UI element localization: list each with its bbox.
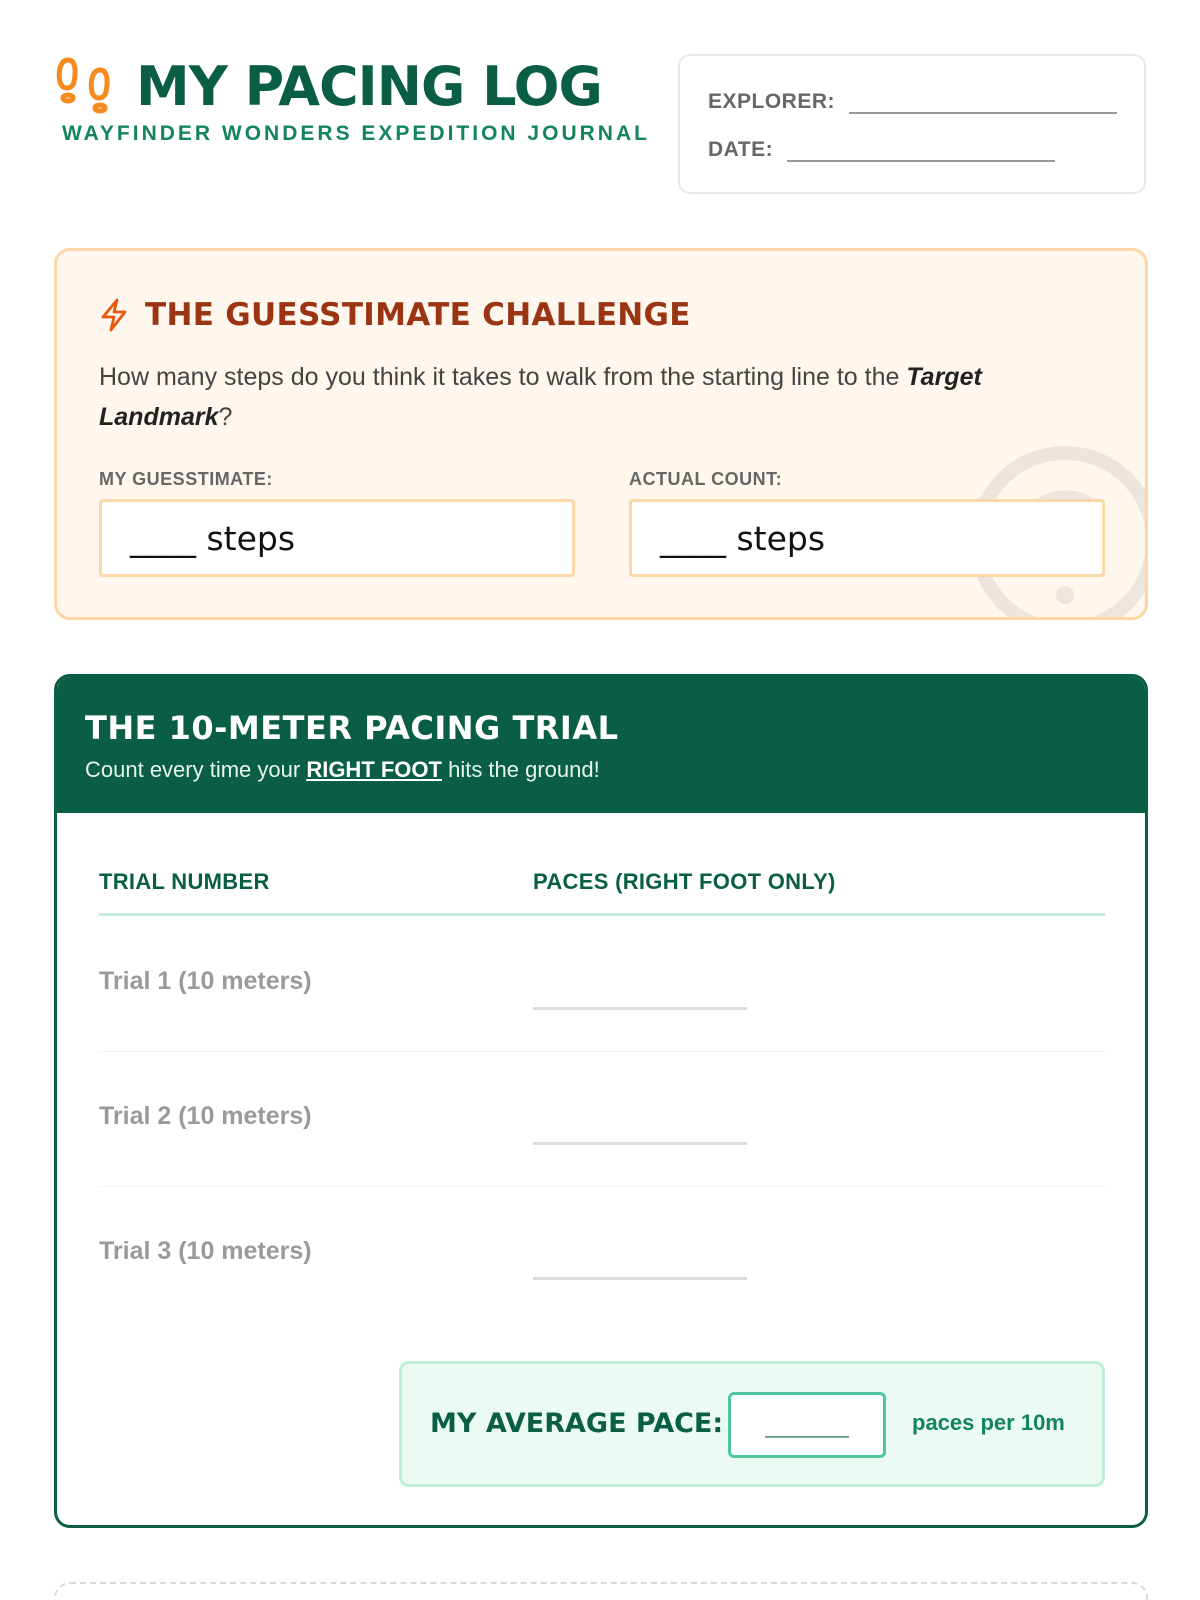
trial-1-paces-field[interactable]: [533, 1007, 747, 1010]
explorer-label: EXPLORER:: [708, 90, 836, 113]
column-header-paces: PACES (RIGHT FOOT ONLY): [533, 869, 836, 894]
table-row: [99, 1052, 1105, 1187]
page-subtitle: WAYFINDER WONDERS EXPEDITION JOURNAL: [62, 122, 650, 145]
brand: [56, 54, 602, 120]
description-start: How many steps do you think it takes to walk from the starting line to the: [99, 363, 907, 391]
page-header: [56, 54, 1146, 194]
instruction-start: Count every time your: [85, 757, 307, 782]
right-foot-text: RIGHT FOOT: [306, 757, 442, 782]
average-pace-box: [399, 1361, 1105, 1487]
table-row: [99, 1187, 1105, 1322]
next-section-card: [54, 1582, 1148, 1600]
page-title: MY PACING LOG: [136, 55, 602, 118]
guesstimate-card: [54, 248, 1148, 620]
date-row: [708, 134, 1055, 162]
guesstimate-input[interactable]: ____ steps: [99, 499, 575, 577]
header-divider: [99, 913, 1105, 916]
trial-2-label: Trial 2 (10 meters): [99, 1102, 312, 1130]
trial-header: [57, 677, 1145, 813]
pacing-trial-card: [54, 674, 1148, 1528]
lightning-bolt-icon: [99, 298, 129, 332]
trial-3-paces-field[interactable]: [533, 1277, 747, 1280]
explorer-field[interactable]: [849, 86, 1117, 114]
average-pace-label: MY AVERAGE PACE:: [430, 1408, 724, 1439]
guesstimate-title: THE GUESSTIMATE CHALLENGE: [145, 297, 691, 333]
guesstimate-heading: [99, 297, 691, 333]
description-end: ?: [218, 403, 233, 431]
explorer-info-card: [678, 54, 1146, 194]
trial-3-label: Trial 3 (10 meters): [99, 1237, 312, 1265]
guesstimate-description: [99, 357, 1099, 437]
trial-1-label: Trial 1 (10 meters): [99, 967, 312, 995]
instruction-end: hits the ground!: [441, 757, 600, 782]
column-header-trial-number: TRIAL NUMBER: [99, 869, 270, 894]
explorer-row: [708, 86, 1117, 114]
average-pace-input[interactable]: _____: [728, 1392, 886, 1458]
table-row: [99, 917, 1105, 1052]
trial-instruction: [85, 757, 600, 783]
trial-title: THE 10-METER PACING TRIAL: [85, 709, 619, 747]
trial-2-paces-field[interactable]: [533, 1142, 747, 1145]
actual-count-label: ACTUAL COUNT:: [629, 469, 783, 489]
average-pace-unit: paces per 10m: [912, 1410, 1065, 1435]
guesstimate-label: MY GUESSTIMATE:: [99, 469, 273, 489]
footprints-icon: [56, 54, 118, 120]
date-field[interactable]: [787, 134, 1055, 162]
target-landmark-text: Target Landmark: [99, 363, 982, 431]
actual-count-input[interactable]: ____ steps: [629, 499, 1105, 577]
date-label: DATE:: [708, 138, 774, 161]
